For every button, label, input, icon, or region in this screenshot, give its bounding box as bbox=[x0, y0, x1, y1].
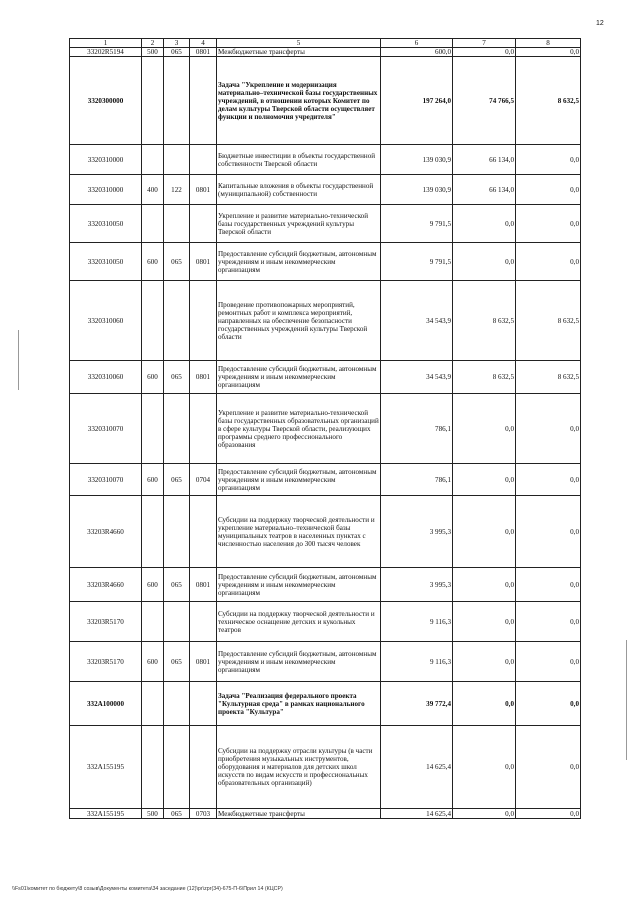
table-row bbox=[70, 145, 581, 175]
section-code-cell bbox=[190, 602, 217, 642]
description-cell: Предоставление субсидий бюджетным, автономным учреждениям и иным некоммерческим организациям bbox=[217, 464, 381, 496]
expense-type-cell: 400 bbox=[142, 175, 164, 205]
amount-cell-col6: 34 543,9 bbox=[381, 281, 453, 361]
scan-artifact-line bbox=[626, 640, 627, 760]
amount-cell-col7: 0,0 bbox=[453, 48, 516, 57]
amount-cell-col7: 0,0 bbox=[453, 809, 516, 819]
amount-cell-col8: 0,0 bbox=[516, 175, 581, 205]
section-code-cell: 0801 bbox=[190, 361, 217, 394]
column-header: 1 bbox=[70, 39, 142, 48]
budget-code-cell: 33203R5170 bbox=[70, 602, 142, 642]
amount-cell-col7: 0,0 bbox=[453, 205, 516, 243]
section-code-cell bbox=[190, 57, 217, 145]
description-cell: Проведение противопожарных мероприятий, ремонтных работ и комплекса мероприятий, направленных на обеспечение безопасности государственных учреждений культуры Тверской области bbox=[217, 281, 381, 361]
amount-cell-col8: 0,0 bbox=[516, 602, 581, 642]
budget-code-cell: 33203R4660 bbox=[70, 568, 142, 602]
amount-cell-col7: 0,0 bbox=[453, 464, 516, 496]
amount-cell-col6: 786,1 bbox=[381, 394, 453, 464]
column-header: 6 bbox=[381, 39, 453, 48]
scan-artifact-line bbox=[18, 330, 19, 390]
description-cell: Укрепление и развитие материально-технической базы государственных образовательных организаций в сфере культуры Тверской области, реализующих программы среднего профессионального образования bbox=[217, 394, 381, 464]
table-row bbox=[70, 281, 581, 361]
budget-code-cell: 3320310060 bbox=[70, 361, 142, 394]
table-row bbox=[70, 464, 581, 496]
table-row bbox=[70, 642, 581, 682]
section-code-cell bbox=[190, 394, 217, 464]
budget-code-cell: 3320310050 bbox=[70, 205, 142, 243]
table-row bbox=[70, 205, 581, 243]
page-number: 12 bbox=[596, 20, 604, 27]
ministry-code-cell: 122 bbox=[164, 175, 190, 205]
amount-cell-col7: 66 134,0 bbox=[453, 175, 516, 205]
budget-code-cell: 332A155195 bbox=[70, 726, 142, 809]
amount-cell-col8: 0,0 bbox=[516, 726, 581, 809]
expense-type-cell: 600 bbox=[142, 568, 164, 602]
budget-code-cell: 3320310050 bbox=[70, 243, 142, 281]
budget-code-cell: 33203R5170 bbox=[70, 642, 142, 682]
amount-cell-col7: 8 632,5 bbox=[453, 361, 516, 394]
amount-cell-col8: 0,0 bbox=[516, 568, 581, 602]
amount-cell-col7: 0,0 bbox=[453, 496, 516, 568]
budget-code-cell: 3320310060 bbox=[70, 281, 142, 361]
ministry-code-cell: 065 bbox=[164, 568, 190, 602]
file-path-footer: \\Fs01\комитет по бюджету\8 созыв\Документы комитета\34 заседание (12)\pr\zpr(34)-675-П-6\Прил 14 (КЦСР) bbox=[12, 886, 283, 892]
amount-cell-col6: 600,0 bbox=[381, 48, 453, 57]
ministry-code-cell: 065 bbox=[164, 48, 190, 57]
ministry-code-cell bbox=[164, 682, 190, 726]
section-code-cell: 0801 bbox=[190, 243, 217, 281]
amount-cell-col8: 8 632,5 bbox=[516, 361, 581, 394]
expense-type-cell bbox=[142, 57, 164, 145]
ministry-code-cell: 065 bbox=[164, 809, 190, 819]
amount-cell-col8: 0,0 bbox=[516, 205, 581, 243]
amount-cell-col8: 0,0 bbox=[516, 642, 581, 682]
table-row bbox=[70, 394, 581, 464]
budget-appendix-table bbox=[69, 38, 581, 819]
amount-cell-col6: 139 030,9 bbox=[381, 175, 453, 205]
ministry-code-cell bbox=[164, 726, 190, 809]
amount-cell-col6: 14 625,4 bbox=[381, 726, 453, 809]
column-header: 5 bbox=[217, 39, 381, 48]
budget-code-cell: 3320310000 bbox=[70, 175, 142, 205]
expense-type-cell bbox=[142, 682, 164, 726]
ministry-code-cell bbox=[164, 394, 190, 464]
expense-type-cell bbox=[142, 281, 164, 361]
description-cell: Укрепление и развитие материально-технической базы государственных учреждений культуры Тверской области bbox=[217, 205, 381, 243]
amount-cell-col6: 197 264,0 bbox=[381, 57, 453, 145]
amount-cell-col6: 9 116,3 bbox=[381, 642, 453, 682]
amount-cell-col7: 0,0 bbox=[453, 568, 516, 602]
section-code-cell: 0801 bbox=[190, 175, 217, 205]
section-code-cell: 0801 bbox=[190, 48, 217, 57]
description-cell: Бюджетные инвестиции в объекты государственной собственности Тверской области bbox=[217, 145, 381, 175]
column-header: 2 bbox=[142, 39, 164, 48]
table-row bbox=[70, 496, 581, 568]
section-code-cell bbox=[190, 145, 217, 175]
description-cell: Задача "Реализация федерального проекта "Культурная среда" в рамках национального проекта "Культура" bbox=[217, 682, 381, 726]
amount-cell-col6: 9 791,5 bbox=[381, 205, 453, 243]
amount-cell-col6: 139 030,9 bbox=[381, 145, 453, 175]
budget-code-cell: 332A155195 bbox=[70, 809, 142, 819]
description-cell: Субсидии на поддержку творческой деятельности и укрепление материально–технической базы муниципальных театров в населенных пунктах с численностью населения до 300 тысяч человек bbox=[217, 496, 381, 568]
description-cell: Субсидии на поддержку творческой деятельности и техническое оснащение детских и кукольных театров bbox=[217, 602, 381, 642]
expense-type-cell bbox=[142, 145, 164, 175]
amount-cell-col7: 8 632,5 bbox=[453, 281, 516, 361]
section-code-cell bbox=[190, 205, 217, 243]
amount-cell-col6: 3 995,3 bbox=[381, 568, 453, 602]
table-row bbox=[70, 809, 581, 819]
amount-cell-col6: 9 791,5 bbox=[381, 243, 453, 281]
amount-cell-col8: 0,0 bbox=[516, 394, 581, 464]
ministry-code-cell: 065 bbox=[164, 464, 190, 496]
ministry-code-cell bbox=[164, 602, 190, 642]
expense-type-cell bbox=[142, 726, 164, 809]
description-cell: Субсидии на поддержку отрасли культуры (в части приобретения музыкальных инструментов, оборудования и материалов для детских школ искусств по видам искусств и профессиональных образовательных организаций) bbox=[217, 726, 381, 809]
budget-code-cell: 33203R4660 bbox=[70, 496, 142, 568]
section-code-cell bbox=[190, 281, 217, 361]
section-code-cell bbox=[190, 496, 217, 568]
expense-type-cell bbox=[142, 394, 164, 464]
section-code-cell: 0703 bbox=[190, 809, 217, 819]
description-cell: Капитальные вложения в объекты государственной (муниципальной) собственности bbox=[217, 175, 381, 205]
amount-cell-col8: 8 632,5 bbox=[516, 281, 581, 361]
expense-type-cell: 600 bbox=[142, 642, 164, 682]
amount-cell-col6: 34 543,9 bbox=[381, 361, 453, 394]
column-header: 4 bbox=[190, 39, 217, 48]
ministry-code-cell bbox=[164, 205, 190, 243]
expense-type-cell: 600 bbox=[142, 464, 164, 496]
description-cell: Предоставление субсидий бюджетным, автономным учреждениям и иным некоммерческим организациям bbox=[217, 243, 381, 281]
expense-type-cell: 500 bbox=[142, 48, 164, 57]
description-cell: Задача "Укрепление и модернизация материально–технической базы государственных учреждений, в отношении которых Комитет по делам культуры Тверской области осуществляет функции и полномочия учредителя" bbox=[217, 57, 381, 145]
section-code-cell bbox=[190, 682, 217, 726]
amount-cell-col7: 0,0 bbox=[453, 394, 516, 464]
amount-cell-col6: 14 625,4 bbox=[381, 809, 453, 819]
expense-type-cell bbox=[142, 205, 164, 243]
section-code-cell: 0704 bbox=[190, 464, 217, 496]
ministry-code-cell bbox=[164, 57, 190, 145]
amount-cell-col7: 0,0 bbox=[453, 726, 516, 809]
amount-cell-col7: 0,0 bbox=[453, 243, 516, 281]
ministry-code-cell: 065 bbox=[164, 642, 190, 682]
ministry-code-cell: 065 bbox=[164, 243, 190, 281]
amount-cell-col7: 74 766,5 bbox=[453, 57, 516, 145]
table-header-row bbox=[70, 39, 581, 48]
table-row bbox=[70, 361, 581, 394]
ministry-code-cell: 065 bbox=[164, 361, 190, 394]
table-row bbox=[70, 57, 581, 145]
amount-cell-col8: 0,0 bbox=[516, 243, 581, 281]
budget-code-cell: 3320310070 bbox=[70, 394, 142, 464]
amount-cell-col8: 0,0 bbox=[516, 464, 581, 496]
description-cell: Межбюджетные трансферты bbox=[217, 809, 381, 819]
expense-type-cell: 600 bbox=[142, 361, 164, 394]
amount-cell-col8: 8 632,5 bbox=[516, 57, 581, 145]
table-row bbox=[70, 682, 581, 726]
column-header: 3 bbox=[164, 39, 190, 48]
budget-code-cell: 3320310000 bbox=[70, 145, 142, 175]
amount-cell-col6: 39 772,4 bbox=[381, 682, 453, 726]
description-cell: Предоставление субсидий бюджетным, автономным учреждениям и иным некоммерческим организациям bbox=[217, 568, 381, 602]
ministry-code-cell bbox=[164, 281, 190, 361]
table-row bbox=[70, 568, 581, 602]
table-row bbox=[70, 48, 581, 57]
expense-type-cell bbox=[142, 602, 164, 642]
column-header: 8 bbox=[516, 39, 581, 48]
amount-cell-col7: 0,0 bbox=[453, 642, 516, 682]
expense-type-cell: 600 bbox=[142, 243, 164, 281]
table-row bbox=[70, 175, 581, 205]
amount-cell-col8: 0,0 bbox=[516, 496, 581, 568]
amount-cell-col6: 3 995,3 bbox=[381, 496, 453, 568]
amount-cell-col7: 66 134,0 bbox=[453, 145, 516, 175]
amount-cell-col6: 786,1 bbox=[381, 464, 453, 496]
ministry-code-cell bbox=[164, 145, 190, 175]
section-code-cell: 0801 bbox=[190, 642, 217, 682]
amount-cell-col7: 0,0 bbox=[453, 602, 516, 642]
section-code-cell: 0801 bbox=[190, 568, 217, 602]
ministry-code-cell bbox=[164, 496, 190, 568]
budget-code-cell: 3320300000 bbox=[70, 57, 142, 145]
amount-cell-col8: 0,0 bbox=[516, 145, 581, 175]
table-row bbox=[70, 602, 581, 642]
expense-type-cell bbox=[142, 496, 164, 568]
table-row bbox=[70, 726, 581, 809]
description-cell: Межбюджетные трансферты bbox=[217, 48, 381, 57]
expense-type-cell: 500 bbox=[142, 809, 164, 819]
amount-cell-col7: 0,0 bbox=[453, 682, 516, 726]
budget-code-cell: 332A100000 bbox=[70, 682, 142, 726]
budget-code-cell: 33202R5194 bbox=[70, 48, 142, 57]
amount-cell-col6: 9 116,3 bbox=[381, 602, 453, 642]
column-header: 7 bbox=[453, 39, 516, 48]
description-cell: Предоставление субсидий бюджетным, автономным учреждениям и иным некоммерческим организациям bbox=[217, 361, 381, 394]
description-cell: Предоставление субсидий бюджетным, автономным учреждениям и иным некоммерческим организациям bbox=[217, 642, 381, 682]
amount-cell-col8: 0,0 bbox=[516, 48, 581, 57]
amount-cell-col8: 0,0 bbox=[516, 809, 581, 819]
section-code-cell bbox=[190, 726, 217, 809]
amount-cell-col8: 0,0 bbox=[516, 682, 581, 726]
budget-code-cell: 3320310070 bbox=[70, 464, 142, 496]
table-row bbox=[70, 243, 581, 281]
